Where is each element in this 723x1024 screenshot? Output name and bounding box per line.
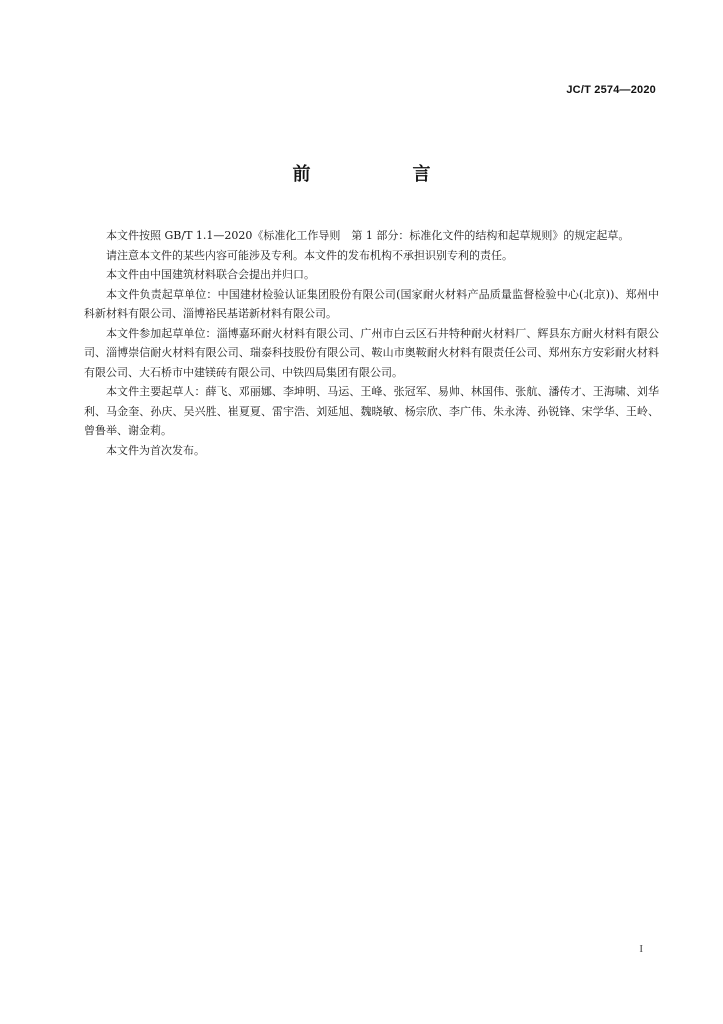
paragraph-main-drafters: 本文件主要起草人：薛飞、邓丽娜、李坤明、马运、王峰、张冠军、易帅、林国伟、张航、潘传才、王海啸、刘华利、马金奎、孙庆、吴兴胜、崔夏夏、雷宇浩、刘延旭、魏晓敏、杨宗欣、李广伟、朱永涛、孙锐锋、宋学华、王岭、曾鲁举、谢金莉。 xyxy=(84,385,659,437)
paragraph-first-release: 本文件为首次发布。 xyxy=(106,443,205,457)
foreword-body xyxy=(84,226,659,460)
paragraph-drafting-rules: 本文件按照 GB/T 1.1—2020《标准化工作导则 第 1 部分：标准化文件的结构和起草规则》的规定起草。 xyxy=(106,229,630,242)
paragraph-lead-drafters: 本文件负责起草单位：中国建材检验认证集团股份有限公司(国家耐火材料产品质量监督检验中心(北京))、郑州中科新材料有限公司、淄博裕民基诺新材料有限公司。 xyxy=(84,287,659,320)
standard-code: JC/T 2574—2020 xyxy=(566,84,656,96)
page-title: 前 言 xyxy=(292,164,473,185)
page-number: I xyxy=(639,943,643,955)
paragraph-participating-drafters: 本文件参加起草单位：淄博嘉环耐火材料有限公司、广州市白云区石井特种耐火材料厂、辉县东方耐火材料有限公司、淄博崇信耐火材料有限公司、瑞泰科技股份有限公司、鞍山市奥鞍耐火材料有限责任公司、郑州东方安彩耐火材料有限公司、大石桥市中建镁砖有限公司、中铁四局集团有限公司。 xyxy=(84,326,659,379)
paragraph-patent-notice: 请注意本文件的某些内容可能涉及专利。本文件的发布机构不承担识别专利的责任。 xyxy=(106,248,513,262)
paragraph-proposer: 本文件由中国建筑材料联合会提出并归口。 xyxy=(106,268,315,281)
